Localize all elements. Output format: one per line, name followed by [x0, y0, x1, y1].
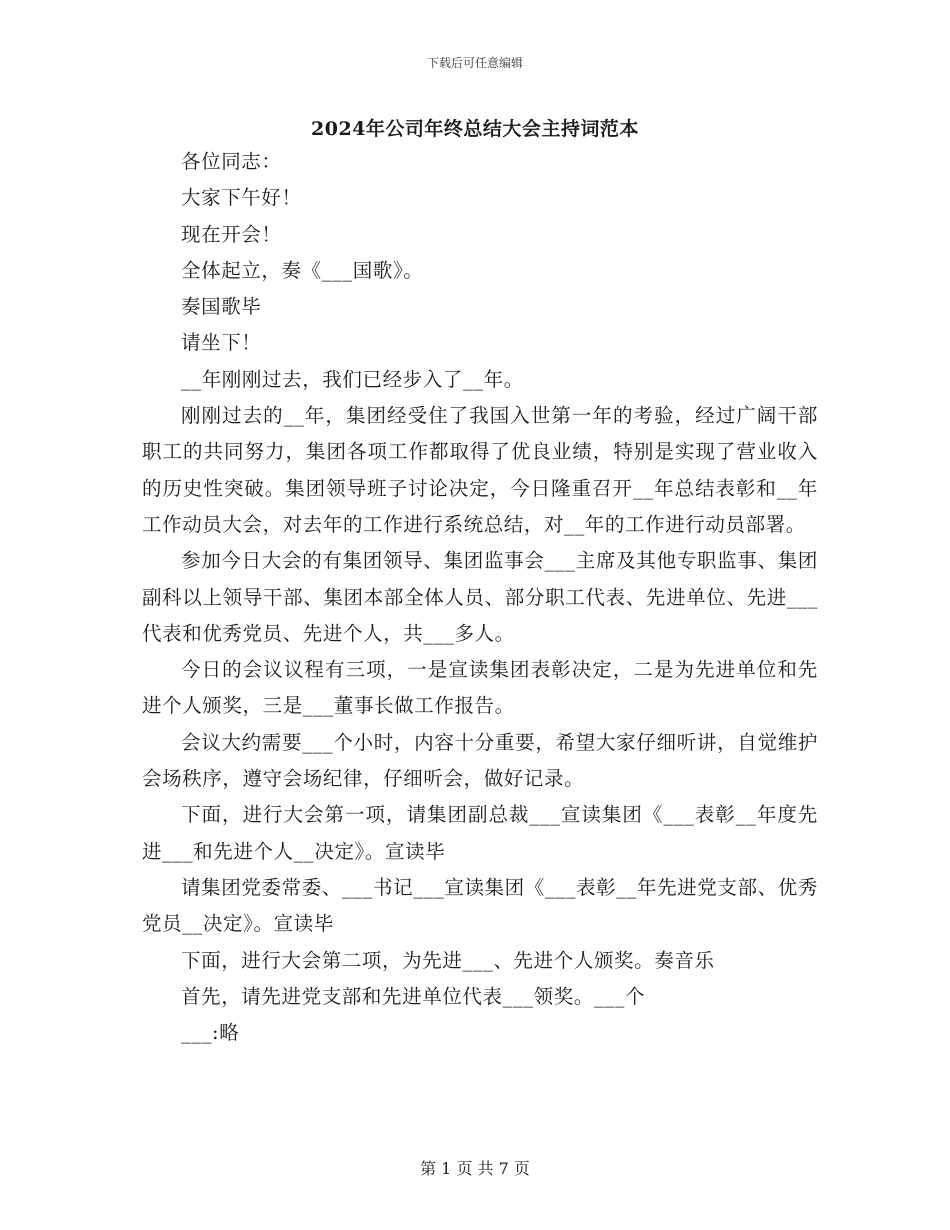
paragraph-omitted: ___:略 [181, 1021, 240, 1045]
paragraph-anthem-end: 奏国歌毕 [181, 295, 262, 319]
page-number-footer: 第 1 页 共 7 页 [420, 1159, 530, 1178]
document-body [142, 144, 818, 1051]
paragraph-greeting: 大家下午好！ [181, 186, 302, 210]
paragraph-duration: 会议大约需要___个小时，内容十分重要，希望大家仔细听讲，自觉维护会场秩序，遵守会场纪律，仔细听会，做好记录。 [142, 730, 818, 791]
paragraph-salutation: 各位同志： [181, 150, 282, 173]
paragraph-attendees: 参加今日大会的有集团领导、集团监事会___主席及其他专职监事、集团副科以上领导干部、集团本部全体人员、部分职工代表、先进单位、先进___代表和优秀党员、先进个人，共___多人。 [142, 549, 818, 645]
paragraph-item-two: 下面，进行大会第二项，为先进___、先进个人颁奖。奏音乐 [181, 948, 715, 972]
paragraph-review: 刚刚过去的__年，集团经受住了我国入世第一年的考验，经过广阔干部职工的共同努力，集团各项工作都取得了优良业绩，特别是实现了营业收入的历史性突破。集团领导班子讨论决定，今日隆重召开__年总结表彰和__年工作动员大会，对去年的工作进行系统总结，对__年的工作进行动员部署。 [142, 404, 818, 536]
page-header-note: 下载后可任意编辑 [426, 56, 523, 70]
paragraph-party-commendation: 请集团党委常委、___书记___宣读集团《___表彰__年先进党支部、优秀党员__决定》。宣读毕 [142, 875, 818, 936]
paragraph-agenda: 今日的会议议程有三项，一是宣读集团表彰决定，二是为先进单位和先进个人颁奖，三是___董事长做工作报告。 [142, 658, 818, 718]
paragraph-anthem: 全体起立，奏《___国歌》。 [181, 258, 424, 282]
paragraph-new-year: __年刚刚过去，我们已经步入了__年。 [181, 367, 524, 391]
paragraph-open-meeting: 现在开会！ [181, 222, 282, 246]
paragraph-be-seated: 请坐下！ [181, 331, 262, 355]
paragraph-first-award: 首先，请先进党支部和先进单位代表___领奖。___个 [181, 984, 646, 1008]
paragraph-item-one: 下面，进行大会第一项，请集团副总裁___宣读集团《___表彰__年度先进___和先进个人__决定》。宣读毕 [142, 803, 818, 863]
document-title: 2024年公司年终总结大会主持词范本 [311, 118, 639, 140]
